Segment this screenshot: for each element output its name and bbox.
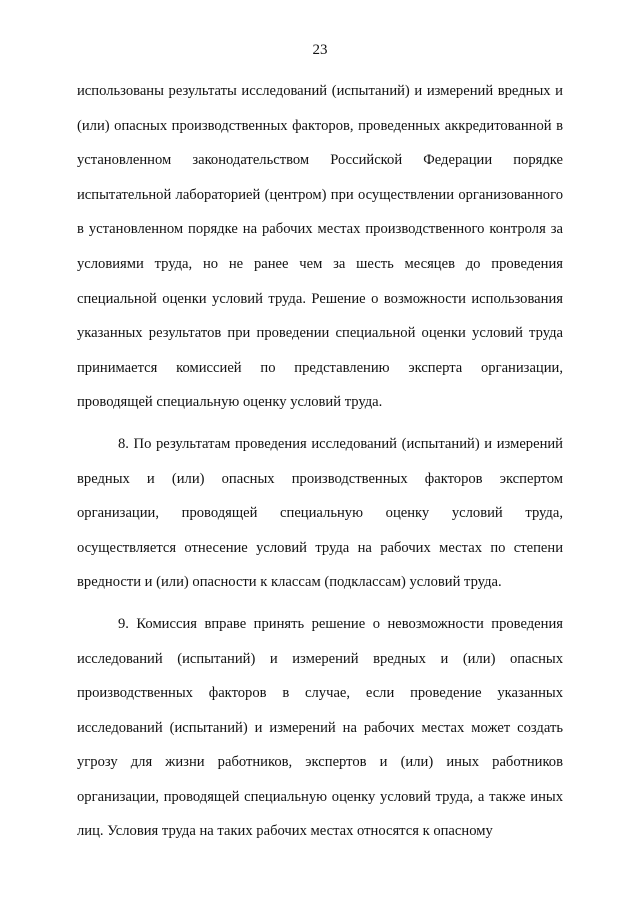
page-number: 23 xyxy=(312,42,328,58)
paragraph-gap xyxy=(77,420,563,427)
paragraph-gap xyxy=(77,600,563,607)
document-body xyxy=(77,74,563,849)
paragraph-item-8: 8. По результатам проведения исследований (испытаний) и измерений вредных и (или) опасных производственных факторов экспертом организации, проводящей специальную оценку условий труда, осуществляется отнесение условий труда на рабочих местах по степени вредности и (или) опасности к классам (подклассам) условий труда. xyxy=(77,435,563,591)
paragraph-item-9: 9. Комиссия вправе принять решение о невозможности проведения исследований (испытаний) и измерений вредных и (или) опасных производственных факторов в случае, если проведение указанных исследований (испытаний) и измерений на рабочих местах может создать угрозу для жизни работников, экспертов и (или) иных работников организации, проводящей специальную оценку условий труда, а также иных лиц. Условия труда на таких рабочих местах относятся к опасному xyxy=(77,615,563,840)
paragraph-continuation: использованы результаты исследований (испытаний) и измерений вредных и (или) опасных производственных факторов, проведенных аккредитованной в установленном законодательством Российской Федерации порядке испытательной лабораторией (центром) при осуществлении организованного в установленном порядке на рабочих местах производственного контроля за условиями труда, но не ранее чем за шесть месяцев до проведения специальной оценки условий труда. Решение о возможности использования указанных результатов при проведении специальной оценки условий труда принимается комиссией по представлению эксперта организации, проводящей специальную оценку условий труда. xyxy=(77,83,563,411)
